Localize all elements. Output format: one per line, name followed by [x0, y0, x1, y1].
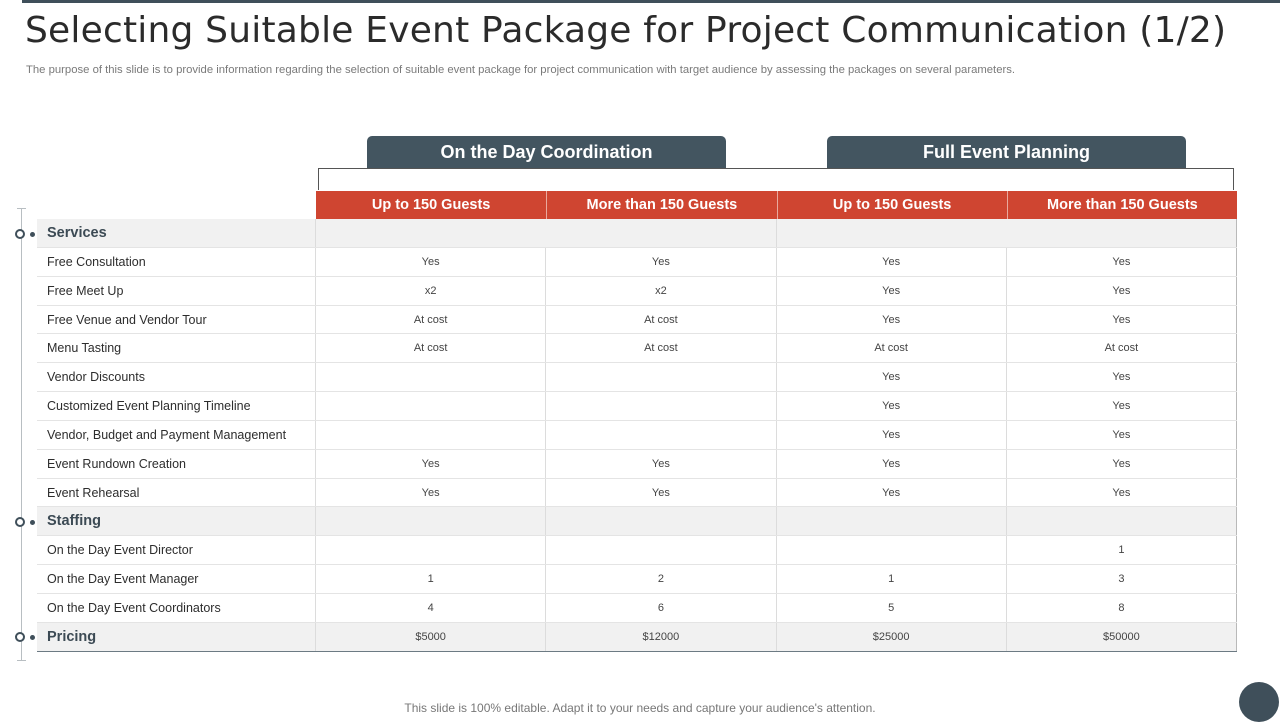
section-row-staffing — [37, 507, 1237, 536]
column-header-row — [316, 191, 1237, 219]
table-row — [37, 565, 1237, 594]
table-cell: Yes — [316, 479, 546, 507]
table-row — [37, 363, 1237, 392]
table-cell — [316, 421, 546, 449]
table-cell: Yes — [777, 248, 1007, 276]
section-label: Pricing — [37, 623, 316, 651]
table-row — [37, 479, 1237, 508]
table-row — [37, 334, 1237, 363]
table-cell: Yes — [1007, 363, 1237, 391]
timeline-node-services-icon — [15, 229, 37, 239]
table-cell — [316, 507, 546, 535]
row-label: On the Day Event Manager — [37, 565, 316, 593]
table-cell: 8 — [1007, 594, 1237, 622]
footer-note: This slide is 100% editable. Adapt it to your needs and capture your audience's attention. — [404, 701, 876, 715]
table-cell: Yes — [777, 479, 1007, 507]
table-cell: Yes — [777, 421, 1007, 449]
table-cell — [777, 507, 1007, 535]
row-label: Event Rehearsal — [37, 479, 316, 507]
table-row — [37, 421, 1237, 450]
table-row — [37, 536, 1237, 565]
column-header: More than 150 Guests — [1007, 191, 1237, 219]
top-rule — [22, 0, 1280, 3]
comparison-table — [37, 219, 1237, 652]
table-cell — [1007, 507, 1237, 535]
table-cell: Yes — [1007, 277, 1237, 305]
table-cell — [546, 421, 776, 449]
column-header: More than 150 Guests — [546, 191, 776, 219]
table-row — [37, 248, 1237, 277]
table-cell: At cost — [546, 334, 776, 362]
table-cell: 1 — [316, 565, 546, 593]
row-label: Event Rundown Creation — [37, 450, 316, 478]
table-cell: Yes — [316, 450, 546, 478]
table-cell: Yes — [777, 306, 1007, 334]
slide-subtitle: The purpose of this slide is to provide information regarding the selection of suitable event package for project communication with target audience by assessing the packages on several parameters. — [26, 64, 1016, 76]
table-cell: Yes — [777, 277, 1007, 305]
table-cell — [316, 363, 546, 391]
table-cell: Yes — [546, 450, 776, 478]
table-cell — [316, 392, 546, 420]
table-row — [37, 450, 1237, 479]
slide-title: Selecting Suitable Event Package for Project Communication (1/2) — [25, 10, 1227, 51]
table-cell: At cost — [546, 306, 776, 334]
table-row — [37, 392, 1237, 421]
table-cell: Yes — [316, 248, 546, 276]
group-header-full-event-planning: Full Event Planning — [827, 136, 1186, 168]
table-cell: Yes — [1007, 421, 1237, 449]
table-cell: Yes — [1007, 479, 1237, 507]
table-cell: 4 — [316, 594, 546, 622]
table-row — [37, 277, 1237, 306]
table-cell: Yes — [1007, 392, 1237, 420]
group-bracket — [318, 168, 1234, 190]
table-cell: At cost — [316, 306, 546, 334]
table-cell: x2 — [316, 277, 546, 305]
row-label: On the Day Event Coordinators — [37, 594, 316, 622]
table-cell — [546, 219, 776, 247]
table-cell: Yes — [777, 363, 1007, 391]
section-label: Services — [37, 219, 316, 247]
table-cell: Yes — [1007, 248, 1237, 276]
row-label: Free Meet Up — [37, 277, 316, 305]
table-cell — [546, 536, 776, 564]
section-label: Staffing — [37, 507, 316, 535]
timeline-node-staffing-icon — [15, 517, 37, 527]
timeline-node-pricing-icon — [15, 632, 37, 642]
timeline-line — [21, 208, 22, 660]
timeline-cap — [17, 208, 26, 209]
row-label: Vendor Discounts — [37, 363, 316, 391]
table-cell: 5 — [777, 594, 1007, 622]
table-cell: Yes — [777, 450, 1007, 478]
column-header: Up to 150 Guests — [316, 191, 546, 219]
table-cell — [316, 219, 546, 247]
table-cell: At cost — [1007, 334, 1237, 362]
table-row — [37, 594, 1237, 623]
corner-decoration — [1239, 682, 1279, 722]
table-cell: 1 — [1007, 536, 1237, 564]
table-cell: x2 — [546, 277, 776, 305]
table-cell — [546, 507, 776, 535]
row-label: Free Consultation — [37, 248, 316, 276]
row-label: Vendor, Budget and Payment Management — [37, 421, 316, 449]
table-cell — [546, 363, 776, 391]
row-label: Menu Tasting — [37, 334, 316, 362]
table-cell: 2 — [546, 565, 776, 593]
table-cell — [777, 536, 1007, 564]
section-row-pricing — [37, 623, 1237, 652]
table-cell: At cost — [777, 334, 1007, 362]
price-cell: $12000 — [546, 623, 776, 651]
table-cell: 3 — [1007, 565, 1237, 593]
price-cell: $50000 — [1007, 623, 1237, 651]
group-header-day-coordination: On the Day Coordination — [367, 136, 726, 168]
table-cell: Yes — [546, 479, 776, 507]
table-cell — [1007, 219, 1237, 247]
price-cell: $25000 — [777, 623, 1007, 651]
table-cell — [316, 536, 546, 564]
table-cell: Yes — [546, 248, 776, 276]
table-cell: Yes — [1007, 450, 1237, 478]
timeline-cap — [17, 660, 26, 661]
table-cell: Yes — [1007, 306, 1237, 334]
column-header: Up to 150 Guests — [777, 191, 1007, 219]
table-row — [37, 306, 1237, 335]
table-cell: 1 — [777, 565, 1007, 593]
section-row-services — [37, 219, 1237, 248]
table-cell: 6 — [546, 594, 776, 622]
row-label: Customized Event Planning Timeline — [37, 392, 316, 420]
price-cell: $5000 — [316, 623, 546, 651]
table-cell — [546, 392, 776, 420]
row-label: On the Day Event Director — [37, 536, 316, 564]
row-label: Free Venue and Vendor Tour — [37, 306, 316, 334]
table-cell: At cost — [316, 334, 546, 362]
table-cell — [777, 219, 1007, 247]
table-cell: Yes — [777, 392, 1007, 420]
